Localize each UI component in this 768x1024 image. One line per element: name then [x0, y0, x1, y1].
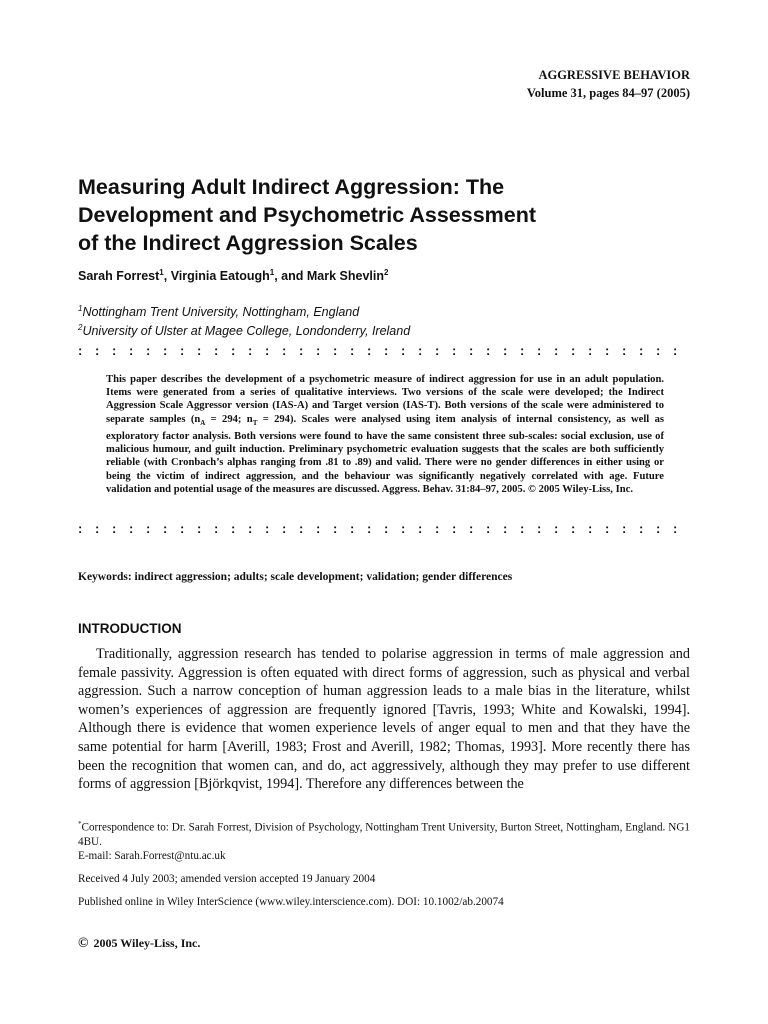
author-affiliation-mark: 1 — [269, 268, 275, 277]
divider-dot: : — [571, 346, 576, 356]
author-list — [78, 268, 388, 283]
divider-dot: : — [486, 346, 491, 356]
divider-dot: : — [452, 524, 457, 534]
affiliation — [78, 301, 410, 320]
abstract-divider-bottom — [78, 524, 690, 534]
divider-dot: : — [486, 524, 491, 534]
divider-dot: : — [95, 524, 100, 534]
divider-dot: : — [282, 346, 287, 356]
author-affiliation-mark: 1 — [159, 268, 164, 277]
title-line-3: of the Indirect Aggression Scales — [78, 231, 418, 255]
divider-dot: : — [673, 346, 678, 356]
divider-dot: : — [316, 524, 321, 534]
author-affiliation-mark: 2 — [384, 268, 389, 277]
abstract-text: = 294; n — [205, 413, 253, 425]
divider-dot: : — [78, 346, 83, 356]
divider-dot: : — [129, 346, 134, 356]
divider-dot: : — [537, 346, 542, 356]
divider-dot: : — [265, 524, 270, 534]
correspondence-note — [78, 817, 690, 849]
divider-dot: : — [622, 346, 627, 356]
divider-dot: : — [673, 524, 678, 534]
title-line-1: Measuring Adult Indirect Aggression: The — [78, 175, 505, 199]
divider-dot: : — [95, 346, 100, 356]
divider-dot: : — [639, 524, 644, 534]
divider-dot: : — [401, 524, 406, 534]
divider-dot: : — [622, 524, 627, 534]
copyright-line — [78, 936, 200, 952]
divider-dot: : — [197, 346, 202, 356]
introduction-paragraph: Traditionally, aggression research has tended to polarise aggression in terms of male aggression and female passivity. Aggression is often equated with direct forms of aggression, such as physical and verbal aggression. Such a narrow conception of human aggression leads to a male bias in the literature, whilst women’s experiences of aggression are frequently ignored [Tavris, 1993; White and Kowalski, 1994]. Although there is evidence that women experience levels of anger equal to men and that they have the same potential for harm [Averill, 1983; Frost and Averill, 1982; Thomas, 1993]. More recently there has been the recognition that women can, and do, act aggressively, although they may prefer to use different forms of aggression [Björkqvist, 1994]. Therefore any differences between the — [78, 646, 690, 793]
divider-dot: : — [469, 524, 474, 534]
copyright-icon: © — [78, 936, 89, 951]
divider-dot: : — [146, 524, 151, 534]
correspondence-text: Correspondence to: Dr. Sarah Forrest, Division of Psychology, Nottingham Trent University, Burton Street, Nottingham, England. NG1 4BU. — [78, 821, 690, 848]
divider-dot: : — [333, 524, 338, 534]
author-name: Sarah Forrest — [78, 269, 160, 284]
divider-dot: : — [554, 524, 559, 534]
divider-dot: : — [129, 524, 134, 534]
divider-dot: : — [435, 524, 440, 534]
affiliation-mark: 2 — [78, 323, 83, 333]
divider-dot: : — [418, 524, 423, 534]
divider-dot: : — [299, 524, 304, 534]
section-heading: INTRODUCTION — [78, 621, 182, 636]
divider-dot: : — [588, 346, 593, 356]
title-line-2: Development and Psychometric Assessment — [78, 203, 537, 227]
divider-dot: : — [367, 346, 372, 356]
abstract — [106, 373, 664, 496]
abstract-text: 2005 Wiley-Liss, Inc. — [535, 483, 633, 495]
divider-dot: : — [554, 346, 559, 356]
divider-dot: : — [401, 346, 406, 356]
divider-dot: : — [231, 524, 236, 534]
divider-dot: : — [163, 346, 168, 356]
divider-dot: : — [656, 524, 661, 534]
footnotes — [78, 817, 690, 909]
author-name: Virginia Eatough — [170, 269, 270, 284]
divider-dot: : — [384, 346, 389, 356]
divider-dot: : — [588, 524, 593, 534]
divider-dot: : — [316, 346, 321, 356]
divider-dot: : — [520, 524, 525, 534]
author-separator: , and — [274, 269, 307, 284]
divider-dot: : — [520, 346, 525, 356]
author-name: Mark Shevlin — [306, 269, 385, 284]
abstract-subscript: T — [252, 418, 258, 427]
received-note: Received 4 July 2003; amended version accepted 19 January 2004 — [78, 872, 376, 885]
abstract-text: This paper describes the development of a psychometric measure of indirect aggression for use in an adult population. Items were generated from a series of qualitative interviews. Two versions of the scale were developed; the Indirect Aggression Scale Aggressor version (IAS-A) and Target version (IAS-T). Both versions of the scale were administered to separate samples (n — [106, 374, 664, 425]
divider-dot: : — [180, 346, 185, 356]
divider-dot: : — [605, 346, 610, 356]
copyright-text: 2005 Wiley-Liss, Inc. — [90, 936, 201, 950]
divider-dot: : — [350, 524, 355, 534]
affiliation-mark: 1 — [78, 304, 83, 313]
divider-dot: : — [571, 524, 576, 534]
divider-dot: : — [248, 524, 253, 534]
affiliation-text: Nottingham Trent University, Nottingham, England — [82, 305, 360, 320]
divider-dot: : — [163, 524, 168, 534]
divider-dot: : — [248, 346, 253, 356]
journal-volume: Volume 31, pages 84–97 (2005) — [526, 86, 690, 100]
divider-dot: : — [231, 346, 236, 356]
affiliation — [78, 320, 410, 339]
email-note: E-mail: Sarah.Forrest@ntu.ac.uk — [78, 849, 226, 862]
divider-dot: : — [112, 346, 117, 356]
journal-name: AGGRESSIVE BEHAVIOR — [538, 68, 690, 82]
article-title — [78, 173, 698, 257]
journal-header — [527, 66, 690, 102]
keywords: Keywords: indirect aggression; adults; scale development; validation; gender differences — [78, 571, 513, 583]
divider-dot: : — [503, 524, 508, 534]
copyright-symbol: © — [528, 483, 536, 495]
divider-dot: : — [350, 346, 355, 356]
divider-dot: : — [605, 524, 610, 534]
divider-dot: : — [435, 346, 440, 356]
abstract-divider-top — [78, 346, 690, 356]
divider-dot: : — [214, 524, 219, 534]
divider-dot: : — [503, 346, 508, 356]
divider-dot: : — [214, 346, 219, 356]
affiliation-list — [78, 301, 410, 339]
divider-dot: : — [418, 346, 423, 356]
footnote-mark: * — [78, 820, 82, 828]
divider-dot: : — [452, 346, 457, 356]
divider-dot: : — [384, 524, 389, 534]
divider-dot: : — [78, 524, 83, 534]
divider-dot: : — [469, 346, 474, 356]
divider-dot: : — [656, 346, 661, 356]
divider-dot: : — [180, 524, 185, 534]
divider-dot: : — [146, 346, 151, 356]
divider-dot: : — [282, 524, 287, 534]
author-separator: , — [163, 269, 171, 284]
divider-dot: : — [197, 524, 202, 534]
divider-dot: : — [299, 346, 304, 356]
abstract-text: = 294). Scales were analysed using item analysis of internal consistency, as well as exploratory factor analysis. Both versions were found to have the same consistent three sub-scales: social exclusion, use of malicious humour, and guilt induction. Preliminary psychometric evaluation suggests that the scales are both sufficiently reliable (with Cronbach’s alphas ranging from .81 to .89) and valid. There were no gender differences in either using or being the victim of indirect aggression, and the behaviour was significantly negatively correlated with age. Future validation and potential usage of the measures are discussed. Aggress. Behav. 31:84–97, 2005. — [106, 413, 664, 495]
divider-dot: : — [367, 524, 372, 534]
divider-dot: : — [537, 524, 542, 534]
divider-dot: : — [265, 346, 270, 356]
divider-dot: : — [639, 346, 644, 356]
divider-dot: : — [333, 346, 338, 356]
abstract-subscript: A — [200, 418, 206, 427]
divider-dot: : — [112, 524, 117, 534]
published-note: Published online in Wiley InterScience (www.wiley.interscience.com). DOI: 10.1002/ab.20074 — [78, 895, 504, 908]
affiliation-text: University of Ulster at Magee College, Londonderry, Ireland — [82, 324, 411, 339]
